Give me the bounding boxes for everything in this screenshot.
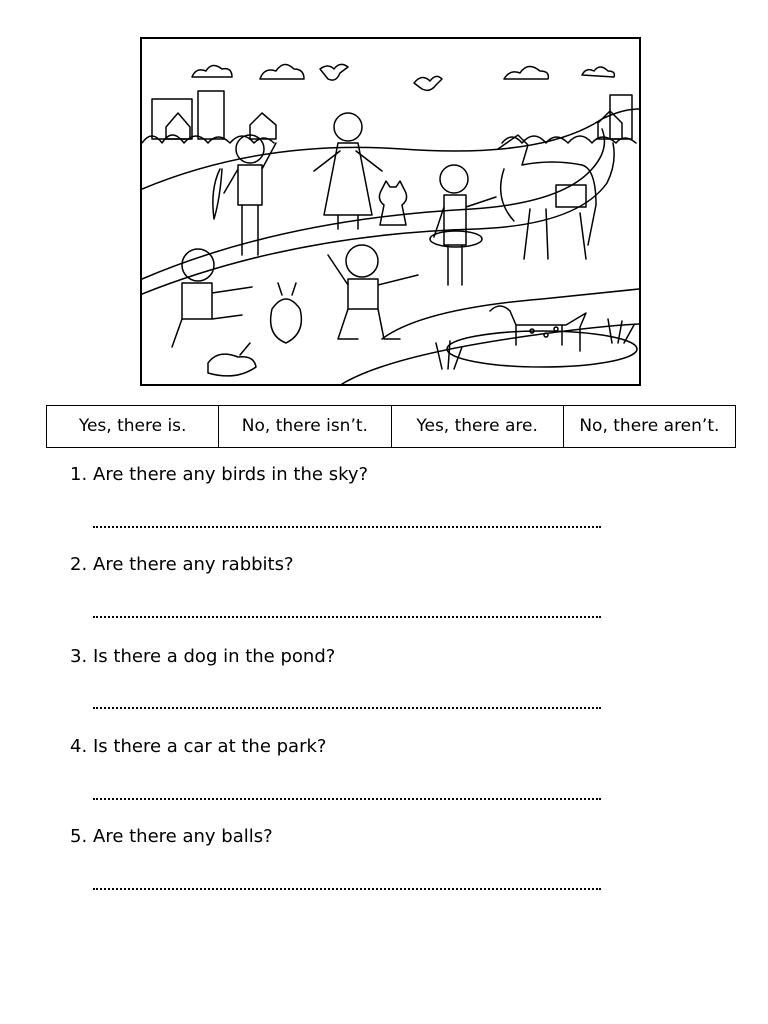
question-5 bbox=[70, 826, 273, 848]
question-4 bbox=[70, 736, 326, 758]
answer-line-5[interactable] bbox=[93, 888, 601, 890]
answer-line-3[interactable] bbox=[93, 707, 601, 709]
boy-with-parrot bbox=[213, 135, 276, 255]
girl-with-helmet bbox=[430, 165, 496, 285]
question-number: 4. bbox=[70, 736, 88, 757]
boy-kneeling bbox=[328, 245, 418, 339]
question-number: 1. bbox=[70, 464, 88, 485]
question-1 bbox=[70, 464, 368, 486]
answer-option: No, there aren’t. bbox=[563, 406, 735, 448]
question-number: 3. bbox=[70, 646, 88, 667]
path-lower bbox=[342, 289, 639, 384]
boy-sitting bbox=[172, 249, 252, 347]
answer-line-1[interactable] bbox=[93, 526, 601, 528]
question-3 bbox=[70, 646, 335, 668]
answer-option: No, there isn’t. bbox=[219, 406, 391, 448]
pond bbox=[447, 331, 637, 367]
park-scene-illustration bbox=[140, 37, 641, 386]
answer-options-table bbox=[46, 405, 736, 448]
dog bbox=[490, 306, 586, 351]
question-text: Are there any birds in the sky? bbox=[93, 464, 369, 485]
question-text: Is there a car at the park? bbox=[93, 736, 327, 757]
question-text: Are there any balls? bbox=[93, 826, 273, 847]
question-2 bbox=[70, 554, 294, 576]
cloud-icon bbox=[192, 64, 614, 79]
answer-line-2[interactable] bbox=[93, 616, 601, 618]
rabbit bbox=[208, 283, 301, 376]
answer-line-4[interactable] bbox=[93, 798, 601, 800]
horse bbox=[498, 135, 596, 259]
question-text: Is there a dog in the pond? bbox=[93, 646, 336, 667]
question-number: 2. bbox=[70, 554, 88, 575]
question-number: 5. bbox=[70, 826, 88, 847]
bird-icon bbox=[320, 64, 442, 90]
answer-option: Yes, there are. bbox=[391, 406, 563, 448]
girl-in-dress bbox=[314, 113, 382, 229]
question-text: Are there any rabbits? bbox=[93, 554, 294, 575]
cat bbox=[379, 181, 406, 225]
answer-option: Yes, there is. bbox=[47, 406, 219, 448]
buildings bbox=[152, 91, 632, 139]
